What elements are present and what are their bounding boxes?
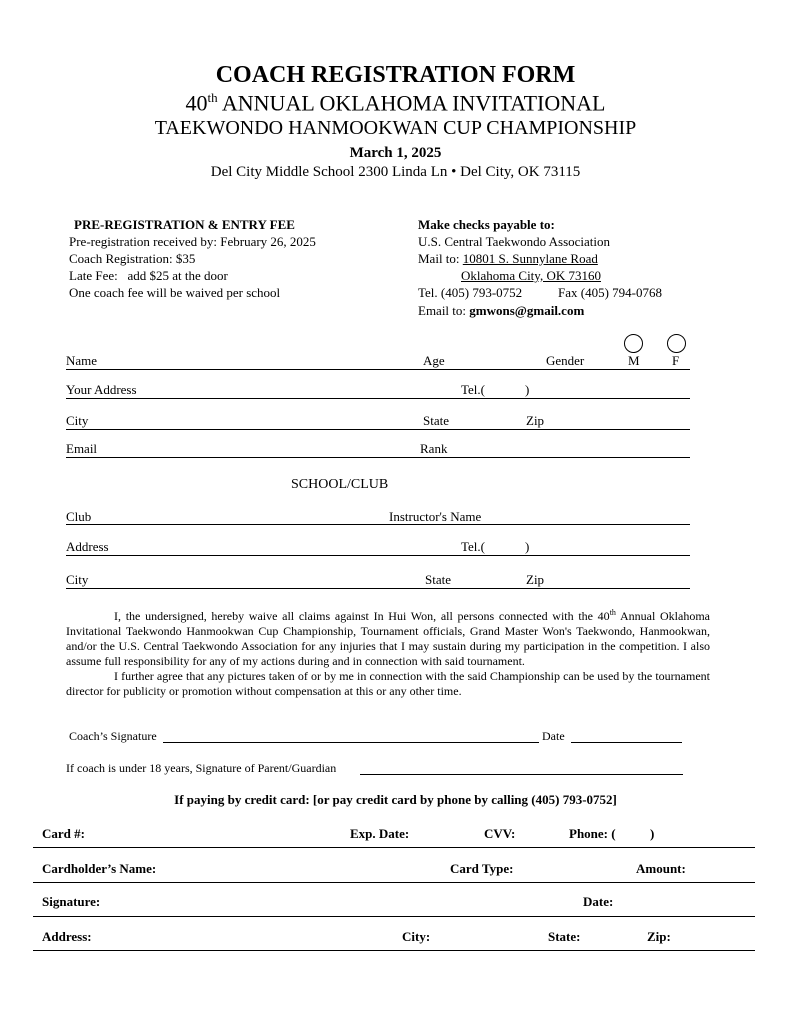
event-name: TAEKWONDO HANMOOKWAN CUP CHAMPIONSHIP [154,117,637,139]
gender-female-radio[interactable] [667,334,686,353]
form-title: COACH REGISTRATION FORM [215,62,576,88]
cc-date-label: Date: [583,894,614,909]
school-city-label: City [66,572,89,587]
name-label: Name [66,353,98,368]
cc-address-label: Address: [42,929,92,944]
coach-signature-field[interactable] [163,742,539,743]
amount-label: Amount: [636,861,686,876]
card-number-label: Card #: [42,826,85,841]
school-tel-label: Tel.( [461,539,485,554]
rank-label: Rank [420,441,448,456]
age-label: Age [423,353,445,368]
school-heading: SCHOOL/CLUB [291,477,389,492]
coach-signature-label: Coach’s Signature [69,729,157,743]
gender-male-radio[interactable] [624,334,643,353]
school-city-field[interactable] [66,588,690,589]
cc-city-label: City: [402,929,431,944]
card-row-field[interactable] [33,847,755,848]
cc-state-label: State: [548,929,581,944]
phone-label: Phone: ( [569,826,616,841]
gender-label: Gender [546,353,585,368]
zip-label: Zip [526,413,545,428]
signature-date-field[interactable] [571,742,682,743]
school-address-label: Address [66,539,109,554]
guardian-signature-field[interactable] [360,774,683,775]
cc-signature-label: Signature: [42,894,101,909]
signature-date-label: Date [542,729,565,743]
guardian-signature-label: If coach is under 18 years, Signature of Parent/Guardian [66,761,337,775]
phone-close: ) [650,826,655,841]
event-venue: Del City Middle School 2300 Linda Ln • Del City, OK 73115 [210,164,581,180]
card-type-label: Card Type: [450,861,514,876]
school-zip-label: Zip [526,572,545,587]
cc-zip-label: Zip: [647,929,671,944]
event-date: March 1, 2025 [349,145,442,161]
waiver-text: I, the undersigned, hereby waive all claims against In Hui Won, all persons connected with the 40th Annual Oklahoma Invitational Taekwondo Hanmookwan Cup Championship, Tournament officials, Grand Master Won's Taekwondo, Hanmookwan, and/or the U.S. Central Taekwondo Association for any injuries that I may sustain during my participation in the competition. I also assume full responsibility for any of my actions during and in connection with said tournament. I further agree that any pictures taken of or by me in connection with the said Championship can be used by the tournament director for publicity or promotion without compensation at this or any other time. [66,608,710,698]
club-label: Club [66,509,92,524]
name-field[interactable] [66,369,690,370]
payment-heading: Make checks payable to: [418,217,555,232]
payment-tel: Tel. (405) 793-0752 [418,285,523,300]
payment-mail-address: Mail to: 10801 S. Sunnylane Road [418,251,598,266]
state-label: State [423,413,449,428]
email-label: Email [66,441,98,456]
school-state-label: State [425,572,451,587]
cc-address-row-field[interactable] [33,950,755,951]
payment-payee: U.S. Central Taekwondo Association [418,234,611,249]
instructor-label: Instructor's Name [389,509,482,524]
fees-late-fee: Late Fee: add $25 at the door [69,268,228,283]
gender-female-label: F [672,353,680,368]
cvv-label: CVV: [484,826,516,841]
fees-coach-registration: Coach Registration: $35 [69,251,196,266]
tel-label: Tel.( [461,382,485,397]
school-tel-close: ) [525,539,530,554]
school-address-field[interactable] [66,555,690,556]
fees-heading: PRE-REGISTRATION & ENTRY FEE [74,217,295,232]
cc-signature-row-field[interactable] [33,916,755,917]
city-label: City [66,413,89,428]
address-field[interactable] [66,398,690,399]
club-field[interactable] [66,524,690,525]
address-label: Your Address [66,382,137,397]
tel-close: ) [525,382,530,397]
cardholder-row-field[interactable] [33,882,755,883]
payment-fax: Fax (405) 794-0768 [558,285,662,300]
city-field[interactable] [66,429,690,430]
email-field[interactable] [66,457,690,458]
payment-email: Email to: gmwons@gmail.com [418,303,585,318]
event-subtitle: 40th ANNUAL OKLAHOMA INVITATIONAL [185,90,606,116]
fees-deadline: Pre-registration received by: February 26, 2025 [69,234,316,249]
cardholder-label: Cardholder’s Name: [42,861,157,876]
credit-card-heading: If paying by credit card: [or pay credit card by phone by calling (405) 793-0752] [174,792,617,807]
fees-waiver-note: One coach fee will be waived per school [69,285,281,300]
exp-date-label: Exp. Date: [350,826,410,841]
payment-city: Oklahoma City, OK 73160 [461,268,601,283]
gender-male-label: M [628,353,640,368]
